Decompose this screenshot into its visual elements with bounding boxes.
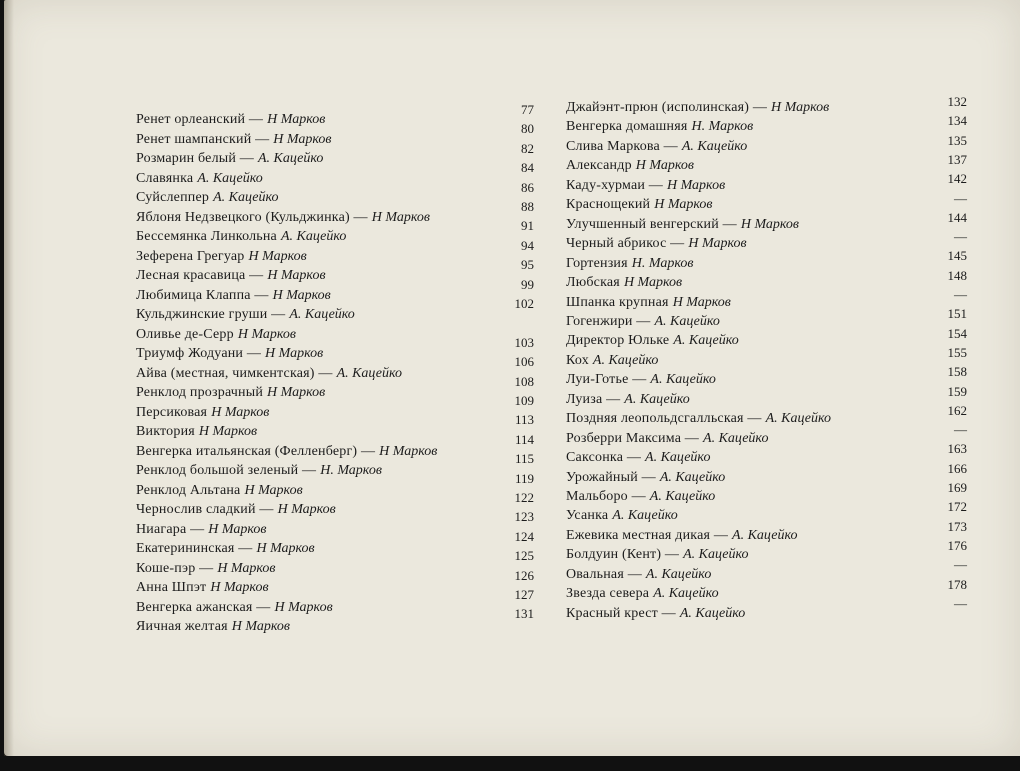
entry-author: А. Кацейко [592,352,659,368]
entry-title: Болдуин (Кент) — [566,547,680,563]
entry-page-number: 109 [514,393,534,408]
toc-entry [566,97,829,117]
entry-author: Н. Марков [691,119,754,135]
entry-author: Н Марков [210,580,269,595]
toc-entry [136,168,263,188]
entry-page-number: 148 [947,267,967,283]
toc-entry [136,207,430,227]
toc-entry [566,311,720,331]
entry-page-number: 119 [514,470,534,486]
toc-entry [136,421,257,441]
entry-author: Н Марков [265,346,324,361]
entry-title: Ниагара — [136,521,205,537]
toc-entry [136,460,382,480]
entry-page-number: 103 [514,334,534,350]
entry-title: Улучшенный венгерский — [566,216,737,232]
entry-page-number: 145 [947,248,967,264]
entry-author: Н. Марков [631,255,694,271]
entry-author: Н Марков [208,521,267,537]
toc-entry [566,583,719,603]
entry-title: Любимица Клаппа — [136,287,269,303]
entry-title: Луиза — [566,391,621,407]
entry-author: Н Марков [244,482,303,498]
toc-entry [136,558,275,578]
toc-entry [136,187,279,207]
entry-page-number: 126 [514,567,534,583]
entry-author: А. Кацейко [213,190,279,205]
entry-page-number: 88 [521,199,534,214]
toc-entry [566,564,711,584]
entry-author: А. Кацейко [624,391,690,407]
entry-title: Розберри Максима — [566,430,700,446]
entry-author: Н Марков [771,100,830,115]
entry-author: А. Кацейко [765,411,832,427]
toc-entry [136,265,326,285]
entry-title: Гогенжири — [566,313,651,329]
entry-author: Н Марков [371,209,430,225]
entry-title: Кульджинские груши — [136,307,286,322]
entry-title: Ренклод большой зеленый — [136,463,317,478]
entry-title: Венгерка итальянская (Фелленберг) — [136,443,376,459]
entry-page-number: 155 [947,344,967,360]
entry-author: А. Кацейко [649,489,716,504]
toc-entry [136,519,266,539]
entry-page-number: 99 [521,276,534,292]
toc-entry [566,330,739,350]
toc-entry [136,480,303,500]
entry-title: Триумф Жодуани — [136,346,262,361]
entry-page-number: — [954,422,967,438]
toc-entry [566,194,712,214]
entry-title: Виктория [136,424,195,439]
entry-page-number: 94 [521,237,534,253]
entry-title: Ренет шампанский — [136,131,270,147]
entry-page-number: 142 [947,171,967,187]
toc-entry [136,597,333,617]
entry-page-number: 91 [521,218,534,234]
toc-entry [136,441,437,461]
toc-entry [136,129,331,149]
entry-author: Н Марков [273,131,332,147]
entry-title: Слива Маркова — [566,138,678,154]
entry-title: Чернослив сладкий — [136,502,274,517]
entry-author: А. Кацейко [681,138,748,154]
entry-author: А. Кацейко [612,508,678,524]
entry-title: Краснощекий [566,197,651,213]
entry-author: Н Марков [688,236,747,252]
entry-title: Усанка [566,508,609,524]
entry-page-number: 163 [947,441,967,457]
entry-author: Н Марков [231,619,290,634]
entry-title: Любская [566,275,620,291]
entry-author: Н Марков [267,268,326,283]
entry-page-number: 172 [947,499,967,515]
entry-page-number: 151 [947,306,967,322]
toc-entry [136,343,323,363]
toc-entry [566,292,731,312]
entry-title: Урожайный — [566,469,656,485]
entry-author: А. Кацейко [659,469,726,485]
toc-entry [566,544,749,564]
toc-entry [566,447,710,467]
entry-title: Кох [566,352,589,368]
entry-author: А. Кацейко [289,307,355,322]
entry-author: Н Марков [740,216,800,232]
entry-page-number: — [954,190,967,206]
entry-author: Н Марков [277,502,336,517]
entry-page-number: 124 [514,528,534,544]
entry-title: Луи-Готье — [566,372,647,388]
entry-page-number: 123 [514,509,534,525]
entry-author: Н Марков [635,158,694,174]
entry-title: Александр [566,158,632,174]
entry-page-number: 162 [947,402,967,418]
entry-author: Н Марков [198,424,258,439]
entry-title: Саксонка — [566,450,642,466]
toc-entry [566,175,725,195]
entry-title: Венгерка домашняя [566,119,688,135]
entry-title: Шпанка крупная [566,294,669,310]
toc-entry [566,408,831,428]
toc-entry [136,109,325,129]
toc-entry [136,304,355,324]
entry-page-number: 122 [514,490,534,505]
entry-author: Н Марков [623,275,683,291]
entry-page-number: — [954,557,967,573]
entry-title: Анна Шпэт [136,580,207,595]
entry-author: Н Марков [267,385,326,400]
entry-author: Н Марков [672,294,731,310]
entry-title: Ренклод Альтана [136,482,241,498]
toc-entry [566,155,694,175]
entry-page-number: 144 [947,209,967,225]
entry-author: А. Кацейко [654,313,720,329]
entry-author: А. Кацейко [703,430,769,446]
entry-author: А. Кацейко [645,566,712,582]
entry-title: Черный абрикос — [566,236,685,252]
entry-title: Каду-хурмаи — [566,177,663,193]
toc-entry [566,136,747,156]
entry-page-number: 77 [521,102,534,117]
entry-page-number: 166 [947,460,967,476]
entry-title: Айва (местная, чимкентская) — [136,365,333,381]
entry-title: Директор Юльке [566,333,670,349]
toc-entry [566,505,678,525]
entry-page-number: 169 [947,480,967,495]
entry-author: А. Кацейко [645,450,711,466]
entry-title: Яичная желтая [136,619,228,634]
entry-author: Н Марков [248,248,307,264]
entry-title: Славянка [136,170,194,186]
toc-entry [566,603,745,623]
entry-title: Яблоня Недзвецкого (Кульджинка) — [136,209,368,225]
toc-entry [136,246,307,266]
book-page [4,0,1020,756]
entry-author: А. Кацейко [732,527,798,543]
entry-title: Персиковая [136,404,208,420]
entry-title: Гортензия [566,255,628,271]
toc-entry [136,538,315,558]
entry-page-number: 137 [947,151,967,167]
toc-entry [136,499,336,519]
toc-entry [566,214,799,234]
entry-page-number: 106 [514,354,534,370]
entry-page-number: 108 [514,373,534,389]
entry-title: Бессемянка Линкольна [136,229,277,244]
entry-title: Поздняя леопольдсгалльская — [566,411,762,427]
entry-page-number: 127 [514,587,534,602]
entry-author: А. Кацейко [650,372,716,388]
entry-title: Ежевика местная дикая — [566,527,729,543]
entry-title: Оливье де-Серр [136,326,234,342]
entry-page-number: — [954,229,967,245]
entry-page-number: 132 [947,94,967,109]
entry-page-number: — [954,595,967,611]
entry-page-number: 135 [947,132,967,148]
entry-title: Овальная — [566,566,642,582]
entry-author: Н Марков [237,326,296,342]
entry-page-number: 115 [514,451,534,467]
entry-page-number: 173 [947,518,967,534]
entry-page-number: 86 [521,179,534,195]
entry-page-number: 82 [521,140,534,156]
entry-page-number: 125 [514,548,534,564]
entry-page-number: 102 [514,296,534,311]
entry-title: Красный крест — [566,605,676,621]
entry-title: Ренет орлеанский — [136,112,264,127]
entry-page-number: 131 [514,606,534,622]
toc-entry [566,369,716,389]
toc-entry [566,233,747,253]
entry-page-number: 178 [947,576,967,592]
entry-title: Суйслеппер [136,190,210,205]
entry-title: Венгерка ажанская — [136,599,271,615]
entry-title: Екатерининская — [136,541,253,556]
entry-title: Ренклод прозрачный [136,385,264,400]
entry-page-number: 134 [947,113,967,129]
toc-entry [136,402,269,422]
entry-page-number: 95 [521,257,534,273]
entry-author: Н Марков [654,197,713,213]
entry-author: Н Марков [274,599,333,615]
entry-author: Н Марков [267,112,326,127]
entry-page-number: 84 [521,160,534,176]
entry-page-number: 80 [521,121,534,137]
entry-author: А. Кацейко [673,333,739,349]
entry-author: А. Кацейко [257,151,324,166]
entry-author: Н Марков [256,541,315,556]
entry-author: Н Марков [272,287,331,303]
entry-page-number [494,313,534,333]
entry-title: Лесная красавица — [136,268,264,283]
toc-entry [136,382,325,402]
entry-author: А. Кацейко [683,547,749,563]
entry-author: Н Марков [211,404,270,420]
entry-author: Н Марков [379,443,438,459]
entry-title: Джайэнт-прюн (исполинская) — [566,100,768,115]
entry-page-number: 176 [947,537,967,553]
toc-entry [136,577,269,597]
entry-page-number: 158 [947,364,967,380]
entry-page-number: 114 [514,431,534,447]
toc-entry [566,467,725,487]
entry-title: Зеферена Грегуар [136,248,245,264]
entry-author: А. Кацейко [336,365,403,381]
entry-title: Звезда севера [566,586,650,602]
toc-entry [136,363,402,383]
toc-entry [566,116,753,136]
toc-entry [566,350,658,370]
toc-entry [136,148,323,168]
toc-entry [566,428,768,448]
entry-author: А. Кацейко [280,229,347,244]
entry-page-number: — [954,287,967,302]
entry-title: Мальборо — [566,489,646,504]
entry-title: Розмарин белый — [136,151,254,166]
entry-author: Н Марков [666,177,726,193]
entry-page-number: 154 [947,325,967,341]
toc-entry [566,272,682,292]
entry-author: А. Кацейко [653,586,719,602]
entry-author: Н Марков [217,560,276,576]
toc-entry [566,525,797,545]
entry-title: Коше-пэр — [136,560,214,576]
entry-author: А. Кацейко [679,605,746,621]
entry-author: Н. Марков [320,463,382,478]
entry-author: А. Кацейко [197,170,263,186]
toc-entry [136,285,331,305]
toc-entry [136,616,290,636]
toc-entry [136,324,296,344]
toc-entry [566,389,690,409]
entry-page-number: 113 [514,412,534,428]
toc-entry [566,253,693,273]
toc-entry [136,226,346,246]
toc-entry [566,486,715,506]
entry-page-number: 159 [947,383,967,399]
